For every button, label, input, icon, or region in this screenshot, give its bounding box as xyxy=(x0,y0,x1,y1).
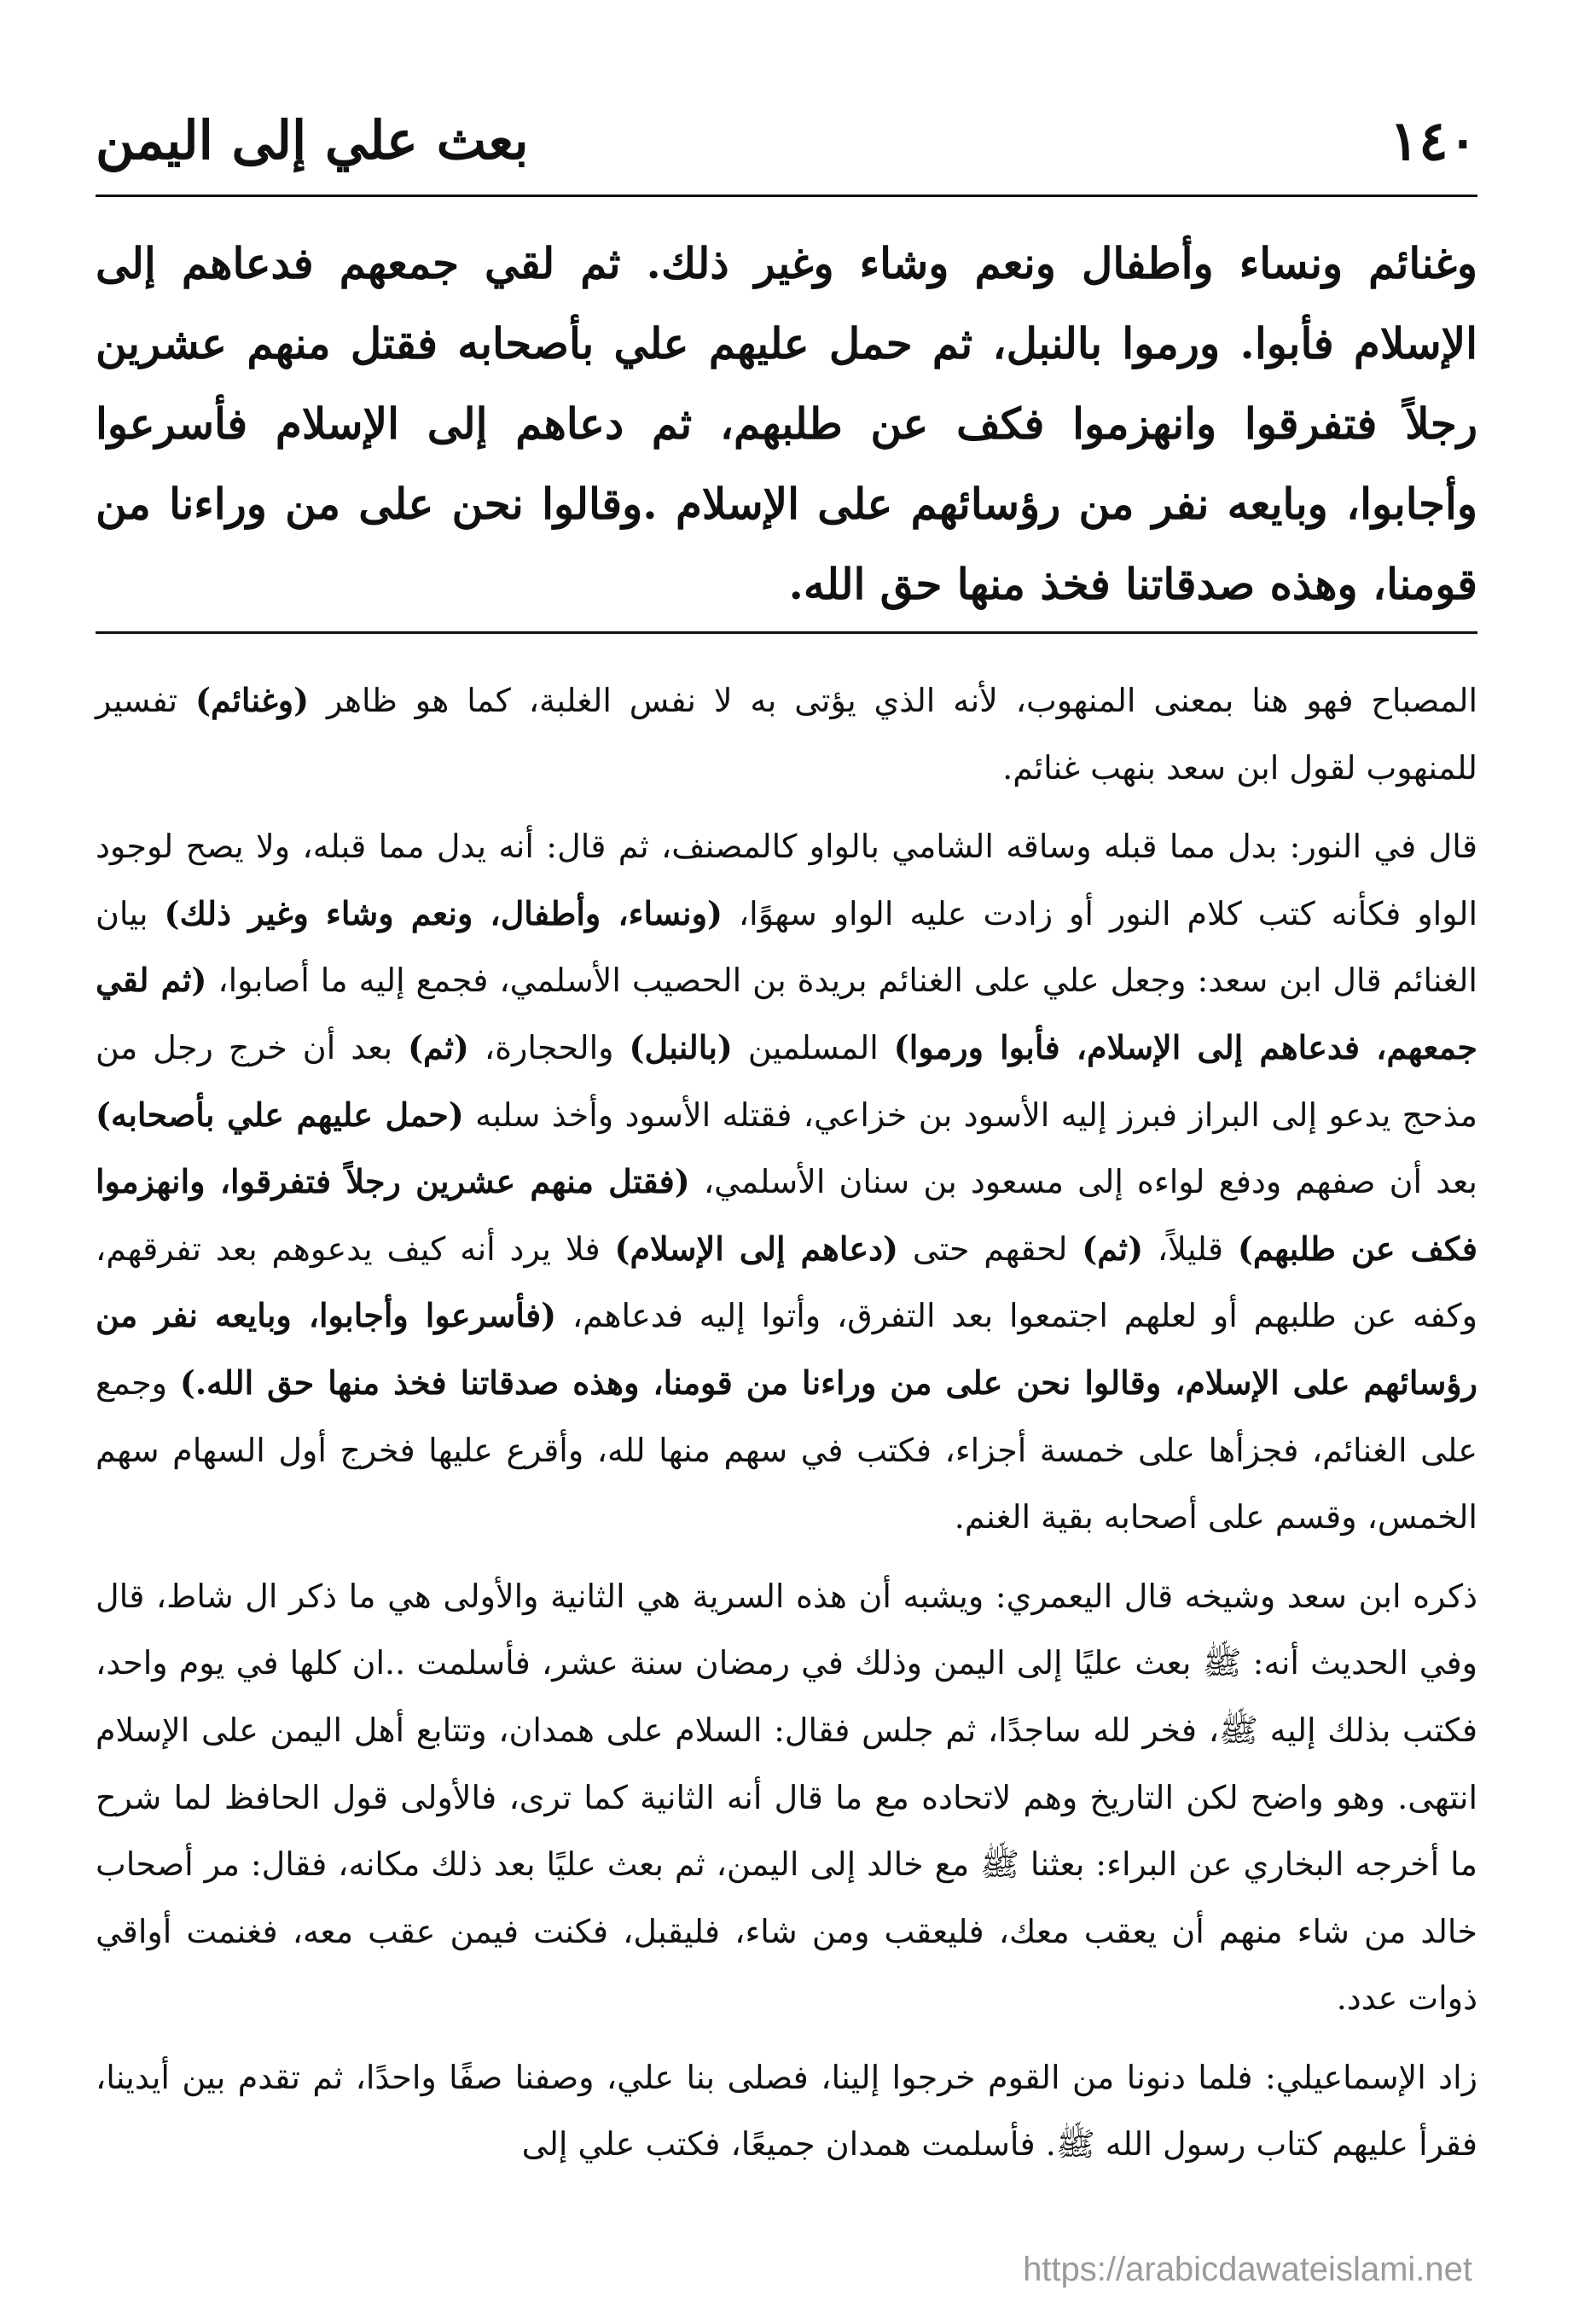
commentary-text: والحجارة، xyxy=(468,1028,630,1066)
main-text-paragraph: وغنائم ونساء وأطفال ونعم وشاء وغير ذلك. ثم لقي جمعهم فدعاهم إلى الإسلام فأبوا. ورموا بالنبل، ثم حمل عليهم علي بأصحابه فقتل منهم عشرين رجلاً فتفرقوا وانهزموا فكف عن طلبهم، ثم دعاهم إلى الإسلام فأسرعوا وأجابوا، وبايعه نفر من رؤسائهم على الإسلام .وقالوا نحن على من وراءنا من قومنا، وهذه صدقاتنا فخذ منها حق الله. xyxy=(96,238,1477,609)
commentary-text: بعد أن خرج رجل من مذحج يدعو إلى البراز فبرز إليه الأسود بن خزاعي، فقتله الأسود وأخذ سلبه xyxy=(96,1028,1477,1134)
page-header xyxy=(96,101,1477,195)
commentary-paragraph-1 xyxy=(96,667,1477,801)
quoted-matn: (ثم لقي جمعهم، فدعاهم إلى الإسلام، فأبوا ورموا) xyxy=(96,961,1478,1066)
quoted-matn: (حمل عليهم علي بأصحابه) xyxy=(96,1095,464,1134)
quoted-matn: (دعاهم إلى الإسلام) xyxy=(614,1229,898,1268)
commentary-text: تفسير للمنهوب لقول ابن سعد بنهب غنائم. xyxy=(96,682,1477,787)
quoted-matn: (ثم) xyxy=(1082,1229,1144,1268)
commentary-paragraph-4: زاد الإسماعيلي: فلما دنونا من القوم خرجوا إلينا، فصلى بنا علي، وصفنا صفًا واحدًا، ثم تقدم بين أيدينا، فقرأ عليهم كتاب رسول الله ﷺ. فأسلمت همدان جميعًا، فكتب علي إلى xyxy=(96,2058,1477,2164)
commentary-paragraph-3: ذكره ابن سعد وشيخه قال اليعمري: ويشبه أن هذه السرية هي الثانية والأولى هي ما ذكر ال شاط، قال وفي الحديث أنه: ﷺ بعث عليًا إلى اليمن وذلك في رمضان سنة عشر، فأسلمت ..ان كلها في يوم واحد، فكتب بذلك إليه ﷺ، فخر لله ساجدًا، ثم جلس فقال: السلام على همدان، وتتابع أهل اليمن على الإسلام انتهى. وهو واضح لكن التاريخ وهم لاتحاده مع ما قال أنه الثانية كما ترى، فالأولى قول الحافظ لما شرح ما أخرجه البخاري عن البراء: بعثنا ﷺ مع خالد إلى اليمن، ثم بعث عليًا بعد ذلك مكانه، فقال: مر أصحاب خالد من شاء منهم أن يعقب معك، فليعقب ومن شاء، فليقبل، فكنت فيمن عقب معه، فغنمت أواقي ذوات عدد. xyxy=(96,1577,1477,2018)
commentary-text: وجمع على الغنائم، فجزأها على خمسة أجزاء، فكتب في سهم منها لله، وأقرع عليها فخرج أول السهام سهم الخمس، وقسم على أصحابه بقية الغنم. xyxy=(96,1363,1477,1537)
commentary-text: بيان الغنائم قال ابن سعد: وجعل علي على الغنائم بريدة بن الحصيب الأسلمي، فجمع إليه ما أصابوا، xyxy=(96,894,1477,1000)
commentary-block xyxy=(96,667,1477,2190)
commentary-text: بعد أن صفهم ودفع لواءه إلى مسعود بن سنان الأسلمي، xyxy=(689,1163,1477,1201)
watermark-url: https://arabicdawateislami.net xyxy=(1023,2251,1472,2288)
commentary-text: فلا يرد أنه كيف يدعوهم بعد تفرقهم، وكفه عن طلبهم أو لعلهم اجتمعوا بعد التفرق، وأتوا إليه فدعاهم، xyxy=(96,1229,1477,1335)
commentary-text: المصباح فهو هنا بمعنى المنهوب، لأنه الذي يؤتى به لا نفس الغلبة، كما هو ظاهر xyxy=(309,682,1478,719)
quoted-matn: (فقتل منهم عشرين رجلاً فتفرقوا، وانهزموا فكف عن طلبهم) xyxy=(96,1162,1478,1268)
quoted-matn: (وغنائم) xyxy=(195,681,310,719)
page-number: ١٤٠ xyxy=(1389,109,1477,173)
commentary-text: لحقهم حتى xyxy=(898,1229,1083,1268)
commentary-text: قليلاً، xyxy=(1143,1229,1238,1268)
commentary-divider xyxy=(96,631,1477,634)
commentary-text: المسلمين xyxy=(732,1028,894,1066)
commentary-paragraph-2 xyxy=(96,813,1477,1551)
quoted-matn: (فأسرعوا وأجابوا، وبايعه نفر من رؤسائهم على الإسلام، وقالوا نحن على من وراءنا من قومنا، وهذه صدقاتنا فخذ منها حق الله.) xyxy=(96,1296,1477,1402)
quoted-matn: (بالنبل) xyxy=(629,1027,733,1066)
main-text-block xyxy=(96,224,1477,625)
header-divider xyxy=(96,195,1477,197)
commentary-text: قال في النور: بدل مما قبله وساقه الشامي بالواو كالمصنف، ثم قال: أنه يدل مما قبله، ولا يصح لوجود الواو فكأنه كتب كلام النور أو زادت عليه الواو سهوًا، xyxy=(96,828,1478,933)
quoted-matn: (ونساء، وأطفال، ونعم وشاء وغير ذلك) xyxy=(164,893,723,933)
quoted-matn: (ثم) xyxy=(408,1027,469,1066)
running-title: بعث علي إلى اليمن xyxy=(96,109,529,171)
